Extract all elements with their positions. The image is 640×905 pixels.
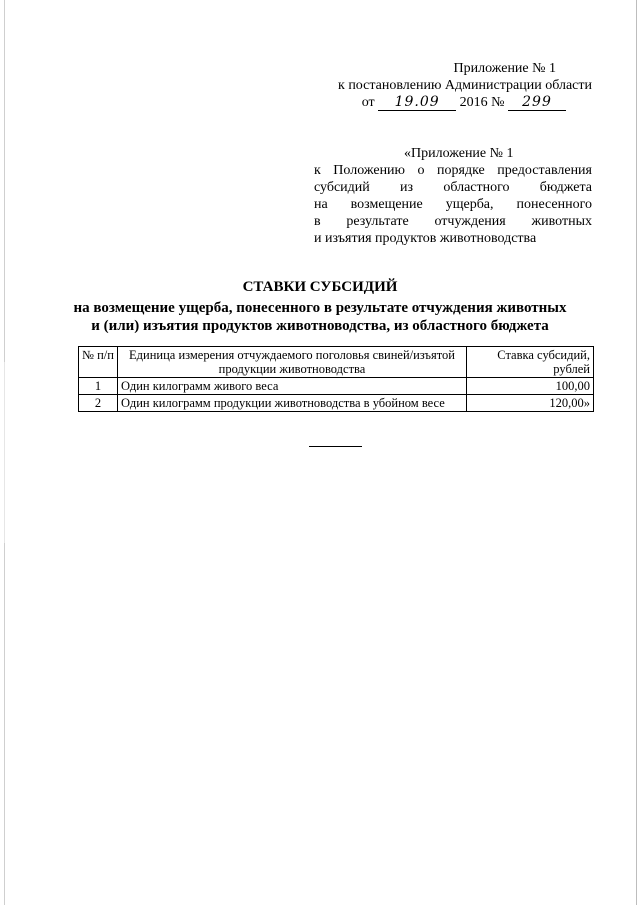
row-unit: Один килограмм живого веса	[118, 378, 467, 395]
handwritten-date: 19.09	[378, 95, 456, 111]
year-label: 2016 №	[459, 95, 505, 110]
regulation-annex-title: «Приложение № 1	[404, 146, 514, 161]
annex-date-line	[314, 94, 592, 111]
regulation-annex-line: субсидий из областного бюджета	[314, 180, 592, 195]
annex-title: Приложение № 1	[453, 61, 556, 76]
date-prefix: от	[361, 95, 375, 110]
annex-header	[314, 60, 592, 111]
regulation-annex-header	[314, 145, 592, 247]
regulation-annex-line: и изъятия продуктов животноводства	[314, 231, 537, 246]
annex-resolution-ref: к постановлению Администрации области	[338, 78, 592, 93]
subsidy-rates-table	[78, 346, 594, 412]
header-num: № п/п	[79, 347, 118, 378]
handwritten-number: 299	[508, 95, 566, 111]
header-rate: Ставка субсидий, рублей	[467, 347, 594, 378]
row-rate: 100,00	[467, 378, 594, 395]
row-num: 1	[79, 378, 118, 395]
row-num: 2	[79, 395, 118, 412]
row-rate: 120,00»	[467, 395, 594, 412]
document-title: СТАВКИ СУБСИДИЙ	[242, 279, 398, 295]
scan-edge-left	[4, 0, 5, 905]
document-subtitle: и (или) изъятия продуктов животноводства, из областного бюджета	[91, 318, 549, 334]
table-row	[79, 378, 594, 395]
table-header-row	[79, 347, 594, 378]
document-subtitle: на возмещение ущерба, понесенного в результате отчуждения животных	[73, 300, 567, 316]
regulation-annex-line: в результате отчуждения животных	[314, 214, 592, 229]
scan-edge-right	[636, 0, 637, 905]
table-row	[79, 395, 594, 412]
regulation-annex-line: к Положению о порядке предоставления	[314, 163, 592, 178]
row-unit: Один килограмм продукции животноводства в убойном весе	[118, 395, 467, 412]
closing-rule	[309, 446, 362, 447]
header-unit: Единица измерения отчуждаемого поголовья свиней/изъятой продукции животноводства	[118, 347, 467, 378]
regulation-annex-line: на возмещение ущерба, понесенного	[314, 197, 592, 212]
